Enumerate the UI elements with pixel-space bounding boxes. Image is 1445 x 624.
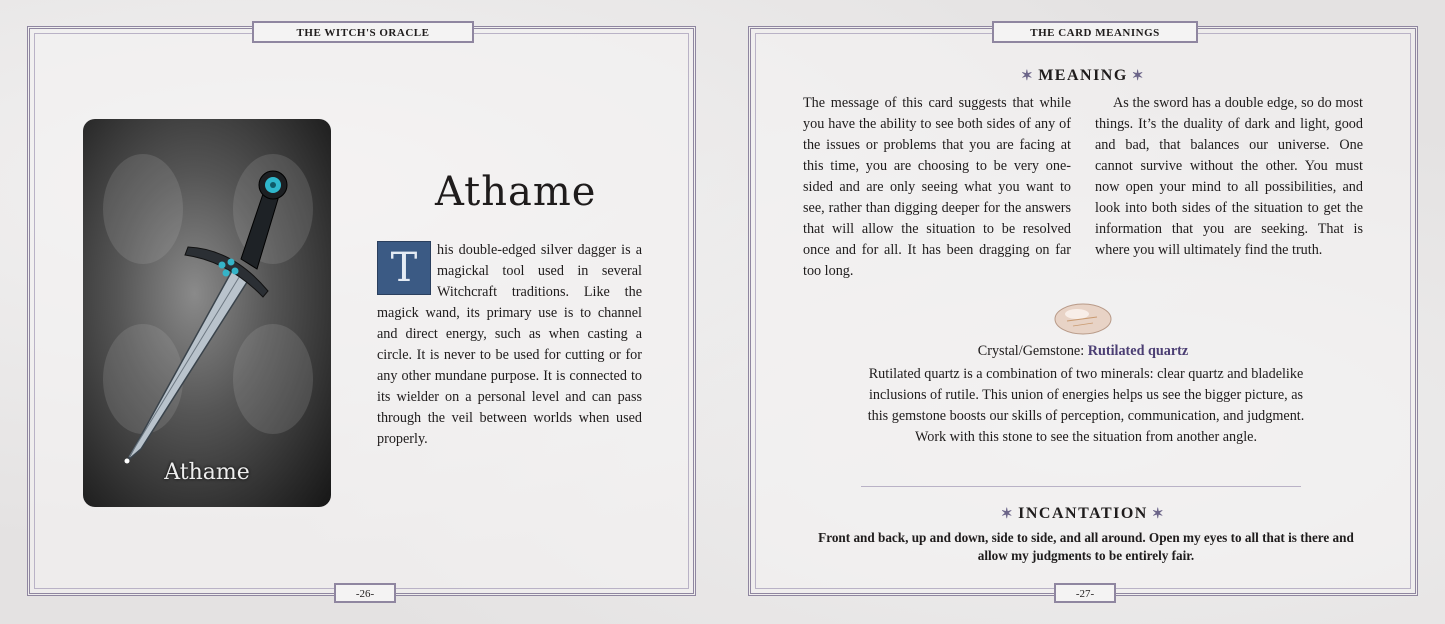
running-head-right: THE CARD MEANINGS xyxy=(992,21,1198,43)
card-label: Athame xyxy=(164,460,250,485)
incantation-heading-text: INCANTATION xyxy=(1018,505,1148,522)
section-divider xyxy=(861,486,1301,487)
card-description xyxy=(377,240,642,450)
ornament-icon: ✶ xyxy=(1000,507,1015,522)
meaning-heading-text: MEANING xyxy=(1038,67,1128,84)
gemstone-description: Rutilated quartz is a combination of two minerals: clear quartz and bladelike inclusions of rutile. This union of energies helps us see the bigger picture, as this gemstone boosts our skills of perception, communication, and judgment. Work with this stone to see the situation from another angle. xyxy=(867,366,1305,445)
right-page xyxy=(748,26,1418,600)
dagger-illustration xyxy=(83,119,331,507)
running-head-left: THE WITCH'S ORACLE xyxy=(252,21,474,43)
gemstone-line xyxy=(751,343,1415,360)
page-number-right: -27- xyxy=(1054,583,1116,603)
left-page xyxy=(27,26,696,600)
meaning-heading xyxy=(751,67,1415,85)
card-title-heading: Athame xyxy=(435,169,597,215)
gemstone-name: Rutilated quartz xyxy=(1087,343,1189,359)
ornament-icon: ✶ xyxy=(1151,507,1166,522)
incantation-heading xyxy=(751,505,1415,523)
crystal-icon xyxy=(1053,301,1113,337)
meaning-column-1: The message of this card suggests that while you have the ability to see both sides of any of the issues or problems that you are facing at this time, you are choosing to be very one-sided and are only seeing what you want to see, rather than digging deeper for the answers that will allow the situation to be resolved once and for all. It has been dragging on far too long. xyxy=(803,95,1071,279)
gemstone-label: Crystal/Gemstone: xyxy=(977,343,1085,359)
oracle-card xyxy=(83,119,331,507)
meaning-column-2: As the sword has a double edge, so do most things. It’s the duality of dark and light, good and bad, that balances our universe. One cannot survive without the other. You must now open your mind to all possibilities, and look into both sides of the situation to get the information that you are seeking. That is where you will ultimately find the truth. xyxy=(1095,95,1363,258)
incantation-text: Front and back, up and down, side to side, and all around. Open my eyes to all that is there and allow my judgments to be entirely fair. xyxy=(818,530,1354,563)
ornament-icon: ✶ xyxy=(1131,69,1146,84)
ornament-icon: ✶ xyxy=(1020,69,1035,84)
drop-cap: T xyxy=(377,241,431,295)
page-number-left: -26- xyxy=(334,583,396,603)
card-description-text: his double-edged silver dagger is a magickal tool used in several Witchcraft traditions. Like the magick wand, its primary use is to channel and direct energy, such as when casting a circle. It is never to be used for cutting or for any other mundane purpose. It is connected to its wielder on a personal level and can pass through the veil between worlds when used properly. xyxy=(377,242,642,447)
